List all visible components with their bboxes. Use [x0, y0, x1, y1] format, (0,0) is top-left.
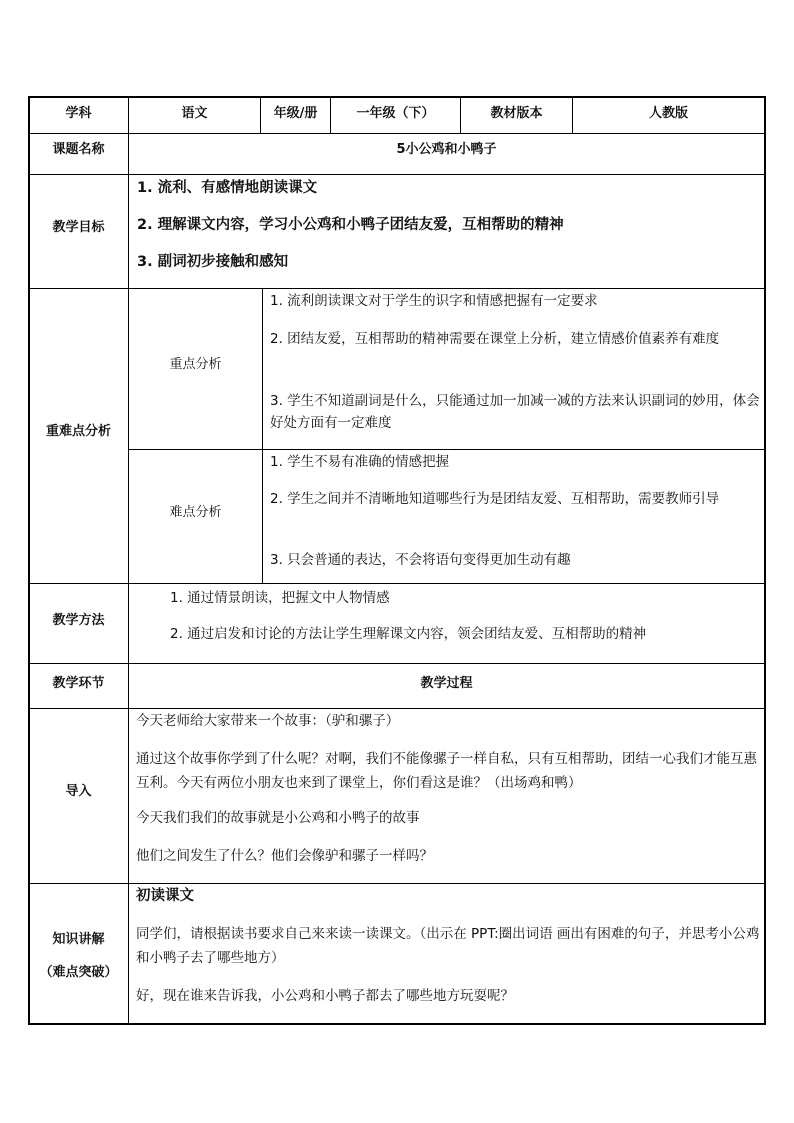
- knowledge-label: [29, 884, 128, 1024]
- lesson-label: 课题名称: [52, 141, 105, 157]
- edition-value: 人教版: [648, 105, 688, 121]
- goal-item: 2. 理解课文内容，学习小公鸡和小鸭子团结友爱，互相帮助的精神: [137, 217, 564, 233]
- goal-item: 3. 副词初步接触和感知: [137, 254, 289, 270]
- key-analysis-item: 1. 流利朗读课文对于学生的识字和情感把握有一定要求: [270, 293, 598, 309]
- row-divider: [28, 174, 766, 175]
- lesson-title: 5小公鸡和小鸭子: [396, 141, 497, 157]
- method-item: 1. 通过情景朗读，把握文中人物情感: [170, 590, 390, 606]
- knowledge-paragraph: 好，现在谁来告诉我，小公鸡和小鸭子都去了哪些地方玩耍呢？: [136, 988, 514, 1004]
- process-label: 教学过程: [420, 675, 473, 691]
- col-divider: [262, 288, 263, 583]
- table-bottom-border: [28, 1023, 766, 1025]
- goals-label: 教学目标: [52, 219, 105, 235]
- goal-item: 1. 流利、有感情地朗读课文: [137, 180, 318, 196]
- row-divider: [28, 708, 766, 709]
- key-analysis-item: 3. 学生不知道副词是什么，只能通过加一加减一减的方法来认识副词的妙用，体会好处方面有一定难度: [270, 393, 760, 431]
- difficult-analysis-item: 3. 只会普通的表达，不会将语句变得更加生动有趣: [270, 552, 571, 568]
- process-stage-label: 教学环节: [52, 675, 105, 691]
- intro-label: 导入: [65, 783, 92, 799]
- difficult-analysis-label: 难点分析: [169, 504, 222, 520]
- subject-value: 语文: [181, 105, 208, 121]
- knowledge-paragraph: 同学们，请根据读书要求自己来来读一读课文。（出示在 PPT:圈出词语 画出有困难的句子，并思考小公鸡和小鸭子去了哪些地方）: [136, 926, 760, 966]
- key-analysis-item: 2. 团结友爱，互相帮助的精神需要在课堂上分析，建立情感价值素养有难度: [270, 331, 720, 347]
- knowledge-label-line1: 知识讲解: [52, 932, 105, 947]
- grade-label: 年级/册: [273, 105, 318, 121]
- key-analysis-label: 重点分析: [169, 356, 222, 372]
- subject-label: 学科: [65, 105, 92, 121]
- grade-value: 一年级（下）: [356, 105, 435, 121]
- methods-label: 教学方法: [52, 612, 105, 628]
- analysis-label: 重难点分析: [45, 423, 111, 439]
- knowledge-label-line2: （难点突破）: [39, 965, 118, 980]
- difficult-analysis-item: 1. 学生不易有准确的情感把握: [270, 454, 450, 470]
- edition-label: 教材版本: [490, 105, 543, 121]
- intro-paragraph: 通过这个故事你学到了什么呢？对啊，我们不能像骡子一样自私，只有互相帮助，团结一心我们才能互惠互利。今天有两位小朋友也来到了课堂上，你们看这是谁？（出场鸡和鸭）: [136, 751, 757, 791]
- row-divider: [28, 883, 766, 884]
- method-item: 2. 通过启发和讨论的方法让学生理解课文内容，领会团结友爱、互相帮助的精神: [170, 626, 647, 642]
- intro-paragraph: 今天我们我们的故事就是小公鸡和小鸭子的故事: [136, 810, 420, 826]
- intro-paragraph: 今天老师给大家带来一个故事：（驴和骡子）: [136, 713, 400, 729]
- intro-paragraph: 他们之间发生了什么？他们会像驴和骡子一样吗？: [136, 848, 433, 864]
- row-divider: [28, 583, 766, 584]
- knowledge-heading: 初读课文: [136, 888, 194, 904]
- difficult-analysis-item: 2. 学生之间并不清晰地知道哪些行为是团结友爱、互相帮助，需要教师引导: [270, 491, 720, 507]
- table-right-border: [764, 96, 766, 1025]
